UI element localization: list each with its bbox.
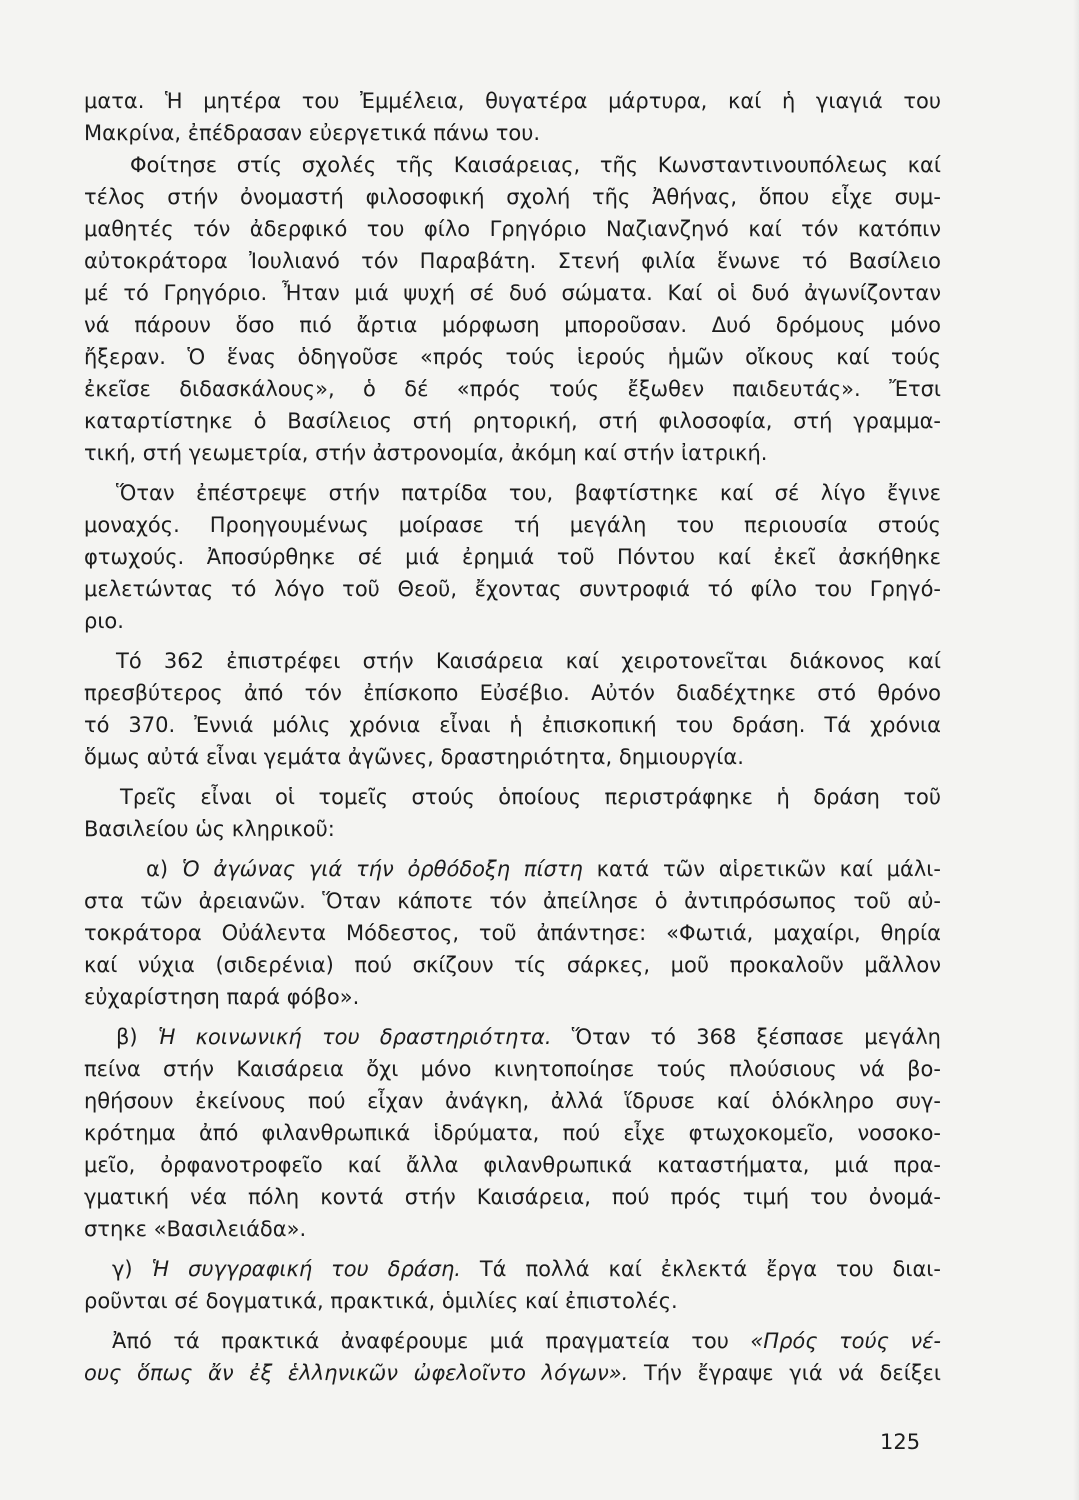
text-line: Μακρίνα, ἐπέδρασαν εὐεργετικά πάνω του.: [84, 121, 541, 145]
item-text: Τά πολλά καί ἐκλεκτά ἔργα του διαι-: [460, 1257, 941, 1281]
list-item-b: [84, 1022, 941, 1054]
text-line: Φοίτησε στίς σχολές τῆς Καισάρειας, τῆς Κωνσταντινουπόλεως καί: [130, 153, 941, 177]
text-line: ριο.: [84, 609, 124, 633]
item-marker: α): [146, 857, 182, 881]
text-line: πείνα στήν Καισάρεια ὄχι μόνο κινητοποίησε τούς πλούσιους νά βο-: [84, 1057, 941, 1081]
text-line: τική, στή γεωμετρία, στήν ἀστρονομία, ἀκόμη καί στήν ἰατρική.: [84, 441, 768, 465]
closing-title: «Πρός τούς νέ-: [750, 1329, 942, 1353]
item-title: Ὁ ἀγώνας γιά τήν ὀρθόδοξη πίστη: [181, 857, 583, 881]
text-line: εὐχαρίστηση παρά φόβο».: [84, 985, 360, 1009]
closing-text: Τήν ἔγραψε γιά νά δείξει: [628, 1361, 941, 1385]
text-line: μέ τό Γρηγόριο. Ἦταν μιά ψυχή σέ δυό σώματα. Καί οἱ δυό ἀγωνίζονταν: [84, 281, 941, 305]
item-text: κατά τῶν αἱρετικῶν καί μάλι-: [582, 857, 941, 881]
closing-text: Ἀπό τά πρακτικά ἀναφέρουμε μιά πραγματεία του: [112, 1329, 751, 1353]
text-line: Τό 362 ἐπιστρέφει στήν Καισάρεια καί χειροτονεῖται διάκονος καί: [116, 649, 941, 673]
text-line: Ὅταν ἐπέστρεψε στήν πατρίδα του, βαφτίστηκε καί σέ λίγο ἔγινε: [116, 481, 941, 505]
page-number: 125: [880, 1430, 921, 1454]
text-line: μελετώντας τό λόγο τοῦ Θεοῦ, ἔχοντας συντροφιά τό φίλο του Γρηγό-: [84, 577, 941, 601]
closing-title: ους ὅπως ἄν ἐξ ἑλληνικῶν ὠφελοῖντο λόγων».: [84, 1361, 629, 1385]
text-line: μεῖο, ὀρφανοτροφεῖο καί ἄλλα φιλανθρωπικά καταστήματα, μιά πρα-: [84, 1153, 941, 1177]
text-line: ματα. Ἡ μητέρα του Ἐμμέλεια, θυγατέρα μάρτυρα, καί ἡ γιαγιά του: [84, 89, 941, 113]
text-line: τοκράτορα Οὐάλεντα Μόδεστος, τοῦ ἀπάντησε: «Φωτιά, μαχαίρι, θηρία: [84, 921, 941, 945]
text-line: ἐκεῖσε διδασκάλους», ὁ δέ «πρός τούς ἔξωθεν παιδευτάς». Ἔτσι: [84, 377, 941, 401]
text-line: κρότημα ἀπό φιλανθρωπικά ἱδρύματα, πού εἶχε φτωχοκομεῖο, νοσοκο-: [84, 1121, 941, 1145]
text-line: ηθήσουν ἐκείνους πού εἶχαν ἀνάγκη, ἀλλά ἵδρυσε καί ὁλόκληρο συγ-: [84, 1089, 941, 1113]
list-item-c: [84, 1254, 941, 1286]
item-marker: β): [116, 1025, 158, 1049]
text-line: καταρτίστηκε ὁ Βασίλειος στή ρητορική, στή φιλοσοφία, στή γραμμα-: [84, 409, 941, 433]
page-edge-shadow: [1073, 0, 1079, 1500]
text-line: μοναχός. Προηγουμένως μοίρασε τή μεγάλη του περιουσία στούς: [84, 513, 941, 537]
text-line: ροῦνται σέ δογματικά, πρακτικά, ὁμιλίες καί ἐπιστολές.: [84, 1289, 678, 1313]
text-line: νά πάρουν ὅσο πιό ἄρτια μόρφωση μποροῦσαν. Δυό δρόμους μόνο: [84, 313, 941, 337]
text-line: Τρεῖς εἶναι οἱ τομεῖς στούς ὁποίους περιστράφηκε ἡ δράση τοῦ: [120, 785, 941, 809]
list-item-a: [84, 854, 941, 886]
text-line: γματική νέα πόλη κοντά στήν Καισάρεια, πού πρός τιμή του ὀνομά-: [84, 1185, 941, 1209]
item-title: Ἡ συγγραφική του δράση.: [151, 1257, 461, 1281]
text-line: τέλος στήν ὀνομαστή φιλοσοφική σχολή τῆς Ἀθήνας, ὅπου εἶχε συμ-: [84, 185, 941, 209]
text-line: στηκε «Βασιλειάδα».: [84, 1217, 307, 1241]
text-line: αὐτοκράτορα Ἰουλιανό τόν Παραβάτη. Στενή φιλία ἕνωνε τό Βασίλειο: [84, 249, 941, 273]
document-page: [84, 86, 941, 1446]
text-line: πρεσβύτερος ἀπό τόν ἐπίσκοπο Εὐσέβιο. Αὐτόν διαδέχτηκε στό θρόνο: [84, 681, 941, 705]
item-text: Ὅταν τό 368 ξέσπασε μεγάλη: [551, 1025, 941, 1049]
text-line: ὅμως αὐτά εἶναι γεμάτα ἀγῶνες, δραστηριότητα, δημιουργία.: [84, 745, 744, 769]
text-line: φτωχούς. Ἀποσύρθηκε σέ μιά ἐρημιά τοῦ Πόντου καί ἐκεῖ ἀσκήθηκε: [84, 545, 941, 569]
text-line: τό 370. Ἐννιά μόλις χρόνια εἶναι ἡ ἐπισκοπική του δράση. Τά χρόνια: [84, 713, 941, 737]
text-line: ἤξεραν. Ὁ ἕνας ὁδηγοῦσε «πρός τούς ἱερούς ἡμῶν οἴκους καί τούς: [84, 345, 941, 369]
item-marker: γ): [112, 1257, 152, 1281]
text-line: μαθητές τόν ἀδερφικό του φίλο Γρηγόριο Ναζιανζηνό καί τόν κατόπιν: [84, 217, 941, 241]
item-title: Ἡ κοινωνική του δραστηριότητα.: [157, 1025, 552, 1049]
text-line: Βασιλείου ὡς κληρικοῦ:: [84, 817, 335, 841]
text-line: καί νύχια (σιδερένια) πού σκίζουν τίς σάρκες, μοῦ προκαλοῦν μᾶλλον: [84, 953, 941, 977]
text-line: στα τῶν ἀρειανῶν. Ὅταν κάποτε τόν ἀπείλησε ὁ ἀντιπρόσωπος τοῦ αὐ-: [84, 889, 941, 913]
closing-line: [84, 1358, 941, 1390]
closing-line: [84, 1326, 941, 1358]
